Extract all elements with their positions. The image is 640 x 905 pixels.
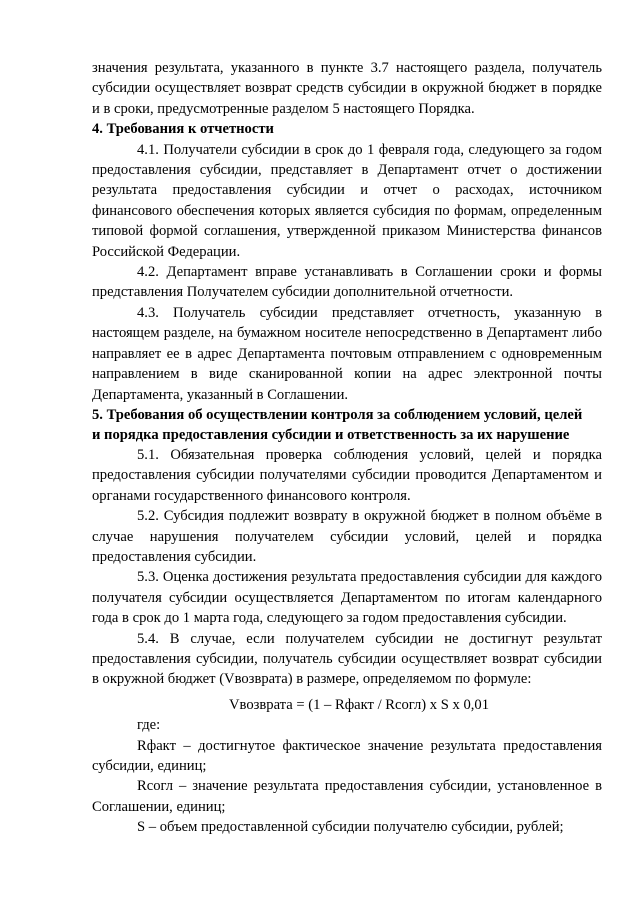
paragraph-5-4: 5.4. В случае, если получателем субсидии не достигнут результат предоставления субсидии, получатель субсидии осуществляет возврат субсидии в окружной бюджет (Vвозврата) в размере, определяемом по формуле: [92,630,602,688]
document-page [92,58,602,838]
definition-s: S – объем предоставленной субсидии получателю субсидии, рублей; [137,819,564,836]
section-5-title-line-2: и порядка предоставления субсидии и ответственность за их нарушение [92,426,570,443]
section-5-title-line-1: 5. Требования об осуществлении контроля за соблюдением условий, целей [92,406,583,423]
definition-rfact: Rфакт – достигнутое фактическое значение результата предоставления субсидии, единиц; [92,737,602,774]
definition-rsogl: Rсогл – значение результата предоставления субсидии, установленное в Соглашении, единиц; [92,778,602,815]
paragraph-4-2: 4.2. Департамент вправе устанавливать в Соглашении сроки и формы представления Получателем субсидии дополнительной отчетности. [92,264,602,301]
intro-paragraph: значения результата, указанного в пункте 3.7 настоящего раздела, получатель субсидии осуществляет возврат средств субсидии в окружной бюджет в порядке и в сроки, предусмотренные разделом 5 настоящего Порядка. [92,60,602,117]
section-4-title: 4. Требования к отчетности [92,121,274,138]
paragraph-4-1: 4.1. Получатели субсидии в срок до 1 февраля года, следующего за годом предоставления субсидии, представляет в Департамент отчет о достижении результата предоставления субсидии и отчет о расходах, источником финансового обеспечения которых является субсидия по формам, определенным типовой формой соглашения, утвержденной приказом Министерства финансов Российской Федерации. [92,141,602,260]
return-formula: Vвозврата = (1 – Rфакт / Rсогл) x S x 0,01 [228,696,490,713]
paragraph-5-3: 5.3. Оценка достижения результата предоставления субсидии для каждого получателя субсидии осуществляется Департаментом по итогам календарного года в срок до 1 марта года, следующего за годом предоставления субсидии. [92,569,602,627]
paragraph-4-3: 4.3. Получатель субсидии представляет отчетность, указанную в настоящем разделе, на бумажном носителе непосредственно в Департамент либо направляет ее в адрес Департамента почтовым отправлением с одновременным направлением в виде сканированной копии на адрес электронной почты Департамента, указанный в Соглашении. [92,304,602,403]
paragraph-5-1: 5.1. Обязательная проверка соблюдения условий, целей и порядка предоставления субсидии получателями субсидии проводится Департаментом и органами государственного финансового контроля. [92,446,602,504]
section-5-title [92,405,602,445]
where-label: где: [137,717,161,734]
paragraph-5-2: 5.2. Субсидия подлежит возврату в окружной бюджет в полном объёме в случае нарушения получателем субсидии условий, целей и порядка предоставления субсидии. [92,508,602,565]
